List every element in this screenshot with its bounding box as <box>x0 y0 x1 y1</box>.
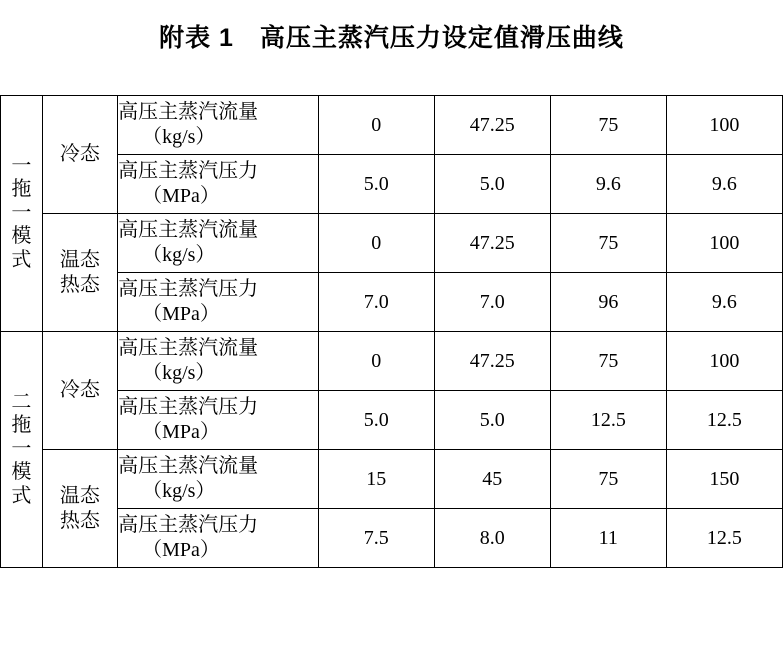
value-cell: 45 <box>434 450 550 509</box>
param-cell <box>118 509 319 568</box>
title-main: 高压主蒸汽压力设定值滑压曲线 <box>259 24 624 52</box>
param-label-line2: （MPa） <box>142 421 220 443</box>
value-cell: 0 <box>318 332 434 391</box>
state-cell-warm-2 <box>42 450 117 568</box>
param-label-line1: 高压主蒸汽压力 <box>118 514 259 536</box>
mode-cell-group-1 <box>1 96 43 332</box>
value-cell: 75 <box>550 450 666 509</box>
value-cell: 15 <box>318 450 434 509</box>
value-cell: 75 <box>550 214 666 273</box>
value-cell: 7.0 <box>434 273 550 332</box>
value-cell: 5.0 <box>434 391 550 450</box>
param-cell <box>118 273 319 332</box>
state-label-warm-2-line1: 温态 <box>59 484 100 507</box>
value-cell: 47.25 <box>434 214 550 273</box>
value-cell: 75 <box>550 332 666 391</box>
page-title <box>0 0 783 64</box>
param-cell <box>118 214 319 273</box>
table-row <box>1 214 783 273</box>
value-cell: 0 <box>318 214 434 273</box>
state-label-warm-2-line2: 热态 <box>59 509 100 532</box>
value-cell: 9.6 <box>666 273 782 332</box>
value-cell: 11 <box>550 509 666 568</box>
param-cell <box>118 96 319 155</box>
value-cell: 9.6 <box>550 155 666 214</box>
state-cell-warm-1 <box>42 214 117 332</box>
value-cell: 100 <box>666 96 782 155</box>
mode-label-2: 二拖一模式 <box>11 390 32 507</box>
param-label-line2: （kg/s） <box>142 126 216 148</box>
table-row <box>1 391 783 450</box>
param-cell <box>118 391 319 450</box>
table-row <box>1 273 783 332</box>
state-cell-cold-1 <box>42 96 117 214</box>
param-cell <box>118 155 319 214</box>
value-cell: 100 <box>666 214 782 273</box>
value-cell: 5.0 <box>318 155 434 214</box>
value-cell: 7.0 <box>318 273 434 332</box>
value-cell: 47.25 <box>434 332 550 391</box>
slide-pressure-table-wrap <box>0 95 783 568</box>
param-label-line1: 高压主蒸汽压力 <box>118 160 259 182</box>
value-cell: 100 <box>666 332 782 391</box>
param-label-line2: （kg/s） <box>142 244 216 266</box>
param-cell <box>118 450 319 509</box>
value-cell: 47.25 <box>434 96 550 155</box>
param-label-line2: （kg/s） <box>142 362 216 384</box>
param-label-line1: 高压主蒸汽流量 <box>118 219 259 241</box>
value-cell: 0 <box>318 96 434 155</box>
mode-cell-group-2 <box>1 332 43 568</box>
table-row <box>1 509 783 568</box>
table-row <box>1 332 783 391</box>
state-label-warm-1-line2: 热态 <box>59 273 100 296</box>
param-cell <box>118 332 319 391</box>
value-cell: 5.0 <box>434 155 550 214</box>
value-cell: 75 <box>550 96 666 155</box>
slide-pressure-table <box>0 95 783 568</box>
param-label-line2: （kg/s） <box>142 480 216 502</box>
table-row <box>1 450 783 509</box>
state-cell-cold-2 <box>42 332 117 450</box>
value-cell: 12.5 <box>666 391 782 450</box>
value-cell: 9.6 <box>666 155 782 214</box>
value-cell: 8.0 <box>434 509 550 568</box>
param-label-line1: 高压主蒸汽流量 <box>118 337 259 359</box>
value-cell: 5.0 <box>318 391 434 450</box>
param-label-line2: （MPa） <box>142 303 220 325</box>
value-cell: 7.5 <box>318 509 434 568</box>
state-label-warm-1-line1: 温态 <box>59 248 100 271</box>
param-label-line2: （MPa） <box>142 185 220 207</box>
param-label-line1: 高压主蒸汽压力 <box>118 278 259 300</box>
table-row <box>1 96 783 155</box>
state-label-cold-2: 冷态 <box>59 379 100 401</box>
param-label-line2: （MPa） <box>142 539 220 561</box>
title-prefix: 附表 1 <box>159 24 234 52</box>
param-label-line1: 高压主蒸汽压力 <box>118 396 259 418</box>
param-label-line1: 高压主蒸汽流量 <box>118 455 259 477</box>
value-cell: 12.5 <box>666 509 782 568</box>
value-cell: 150 <box>666 450 782 509</box>
state-label-cold-1: 冷态 <box>59 143 100 165</box>
value-cell: 96 <box>550 273 666 332</box>
table-row <box>1 155 783 214</box>
value-cell: 12.5 <box>550 391 666 450</box>
param-label-line1: 高压主蒸汽流量 <box>118 101 259 123</box>
mode-label-1: 一拖一模式 <box>11 154 32 271</box>
